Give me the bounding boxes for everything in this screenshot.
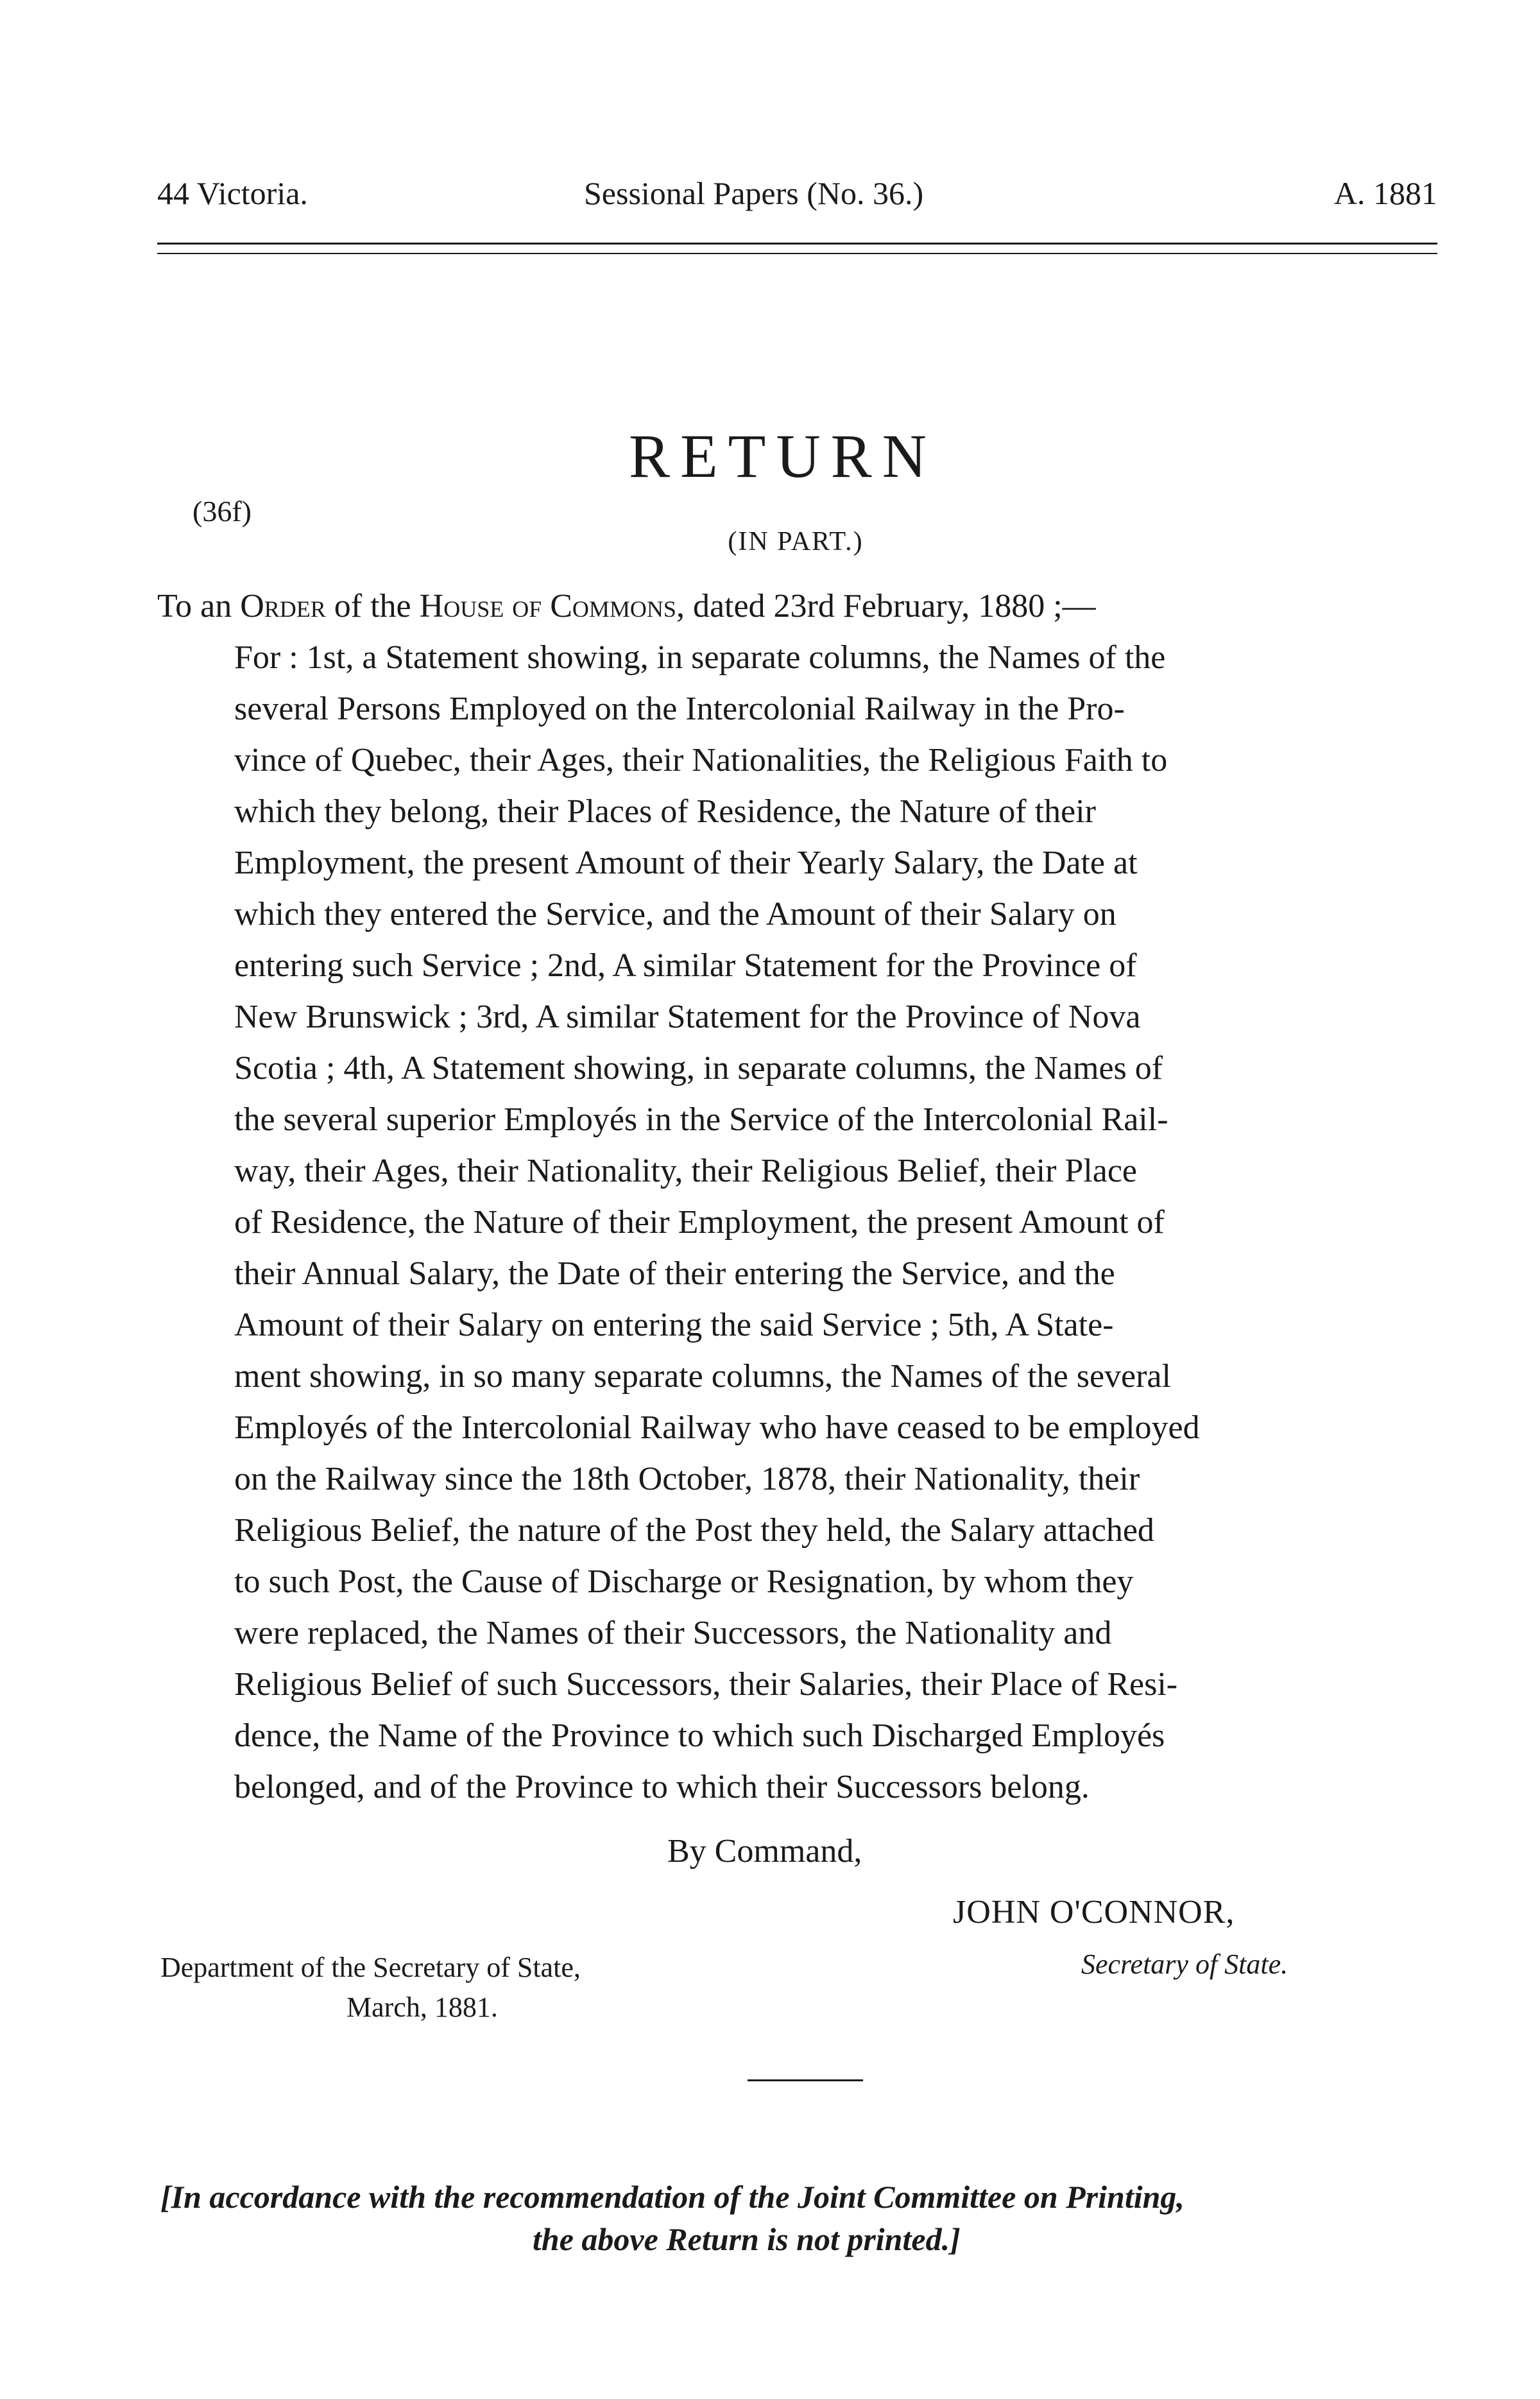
body-line: For : 1st, a Statement showing, in separate columns, the Names of the bbox=[234, 639, 1166, 676]
body-line: ment showing, in so many separate columns, the Names of the several bbox=[234, 1358, 1171, 1395]
body-line: the several superior Employés in the Service of the Intercolonial Rail- bbox=[234, 1101, 1168, 1138]
body-line: Religious Belief of such Successors, their Salaries, their Place of Resi- bbox=[234, 1666, 1178, 1703]
department-block bbox=[160, 1948, 581, 2027]
body-line: New Brunswick ; 3rd, A similar Statement for the Province of Nova bbox=[234, 999, 1141, 1035]
signer-name: JOHN O'CONNOR, bbox=[953, 1894, 1235, 1930]
order-house: House of Commons bbox=[419, 588, 676, 624]
section-divider bbox=[748, 2079, 863, 2081]
department-date: March, 1881. bbox=[346, 1991, 498, 2023]
by-command: By Command, bbox=[667, 1833, 862, 1870]
body-line: Employés of the Intercolonial Railway who have ceased to be employed bbox=[234, 1409, 1200, 1446]
order-of-the: of the bbox=[325, 588, 420, 624]
body-line: dence, the Name of the Province to which such Discharged Employés bbox=[234, 1717, 1165, 1754]
body-line: their Annual Salary, the Date of their entering the Service, and the bbox=[234, 1255, 1115, 1292]
order-prefix: To an bbox=[157, 588, 241, 624]
page-header bbox=[157, 175, 1437, 219]
body-line: Religious Belief, the nature of the Post they held, the Salary attached bbox=[234, 1512, 1154, 1549]
document-subtitle: (IN PART.) bbox=[728, 527, 864, 556]
header-papers: Sessional Papers (No. 36.) bbox=[584, 175, 924, 211]
printing-note-line-2: the above Return is not printed.] bbox=[533, 2221, 961, 2257]
header-year: A. 1881 bbox=[1333, 175, 1437, 211]
body-line: of Residence, the Nature of their Employment, the present Amount of bbox=[234, 1204, 1165, 1241]
signer-title: Secretary of State. bbox=[1081, 1948, 1288, 1980]
body-line: belonged, and of the Province to which their Successors belong. bbox=[234, 1769, 1090, 1805]
department-name: Department of the Secretary of State, bbox=[160, 1952, 581, 1983]
body-line: to such Post, the Cause of Discharge or Resignation, by whom they bbox=[234, 1563, 1134, 1600]
printing-note bbox=[160, 2176, 1444, 2260]
body-line: Amount of their Salary on entering the said Service ; 5th, A State- bbox=[234, 1307, 1114, 1343]
body-line: Employment, the present Amount of their Yearly Salary, the Date at bbox=[234, 845, 1138, 881]
body-line: which they entered the Service, and the Amount of their Salary on bbox=[234, 896, 1116, 933]
body-line: way, their Ages, their Nationality, their Religious Belief, their Place bbox=[234, 1153, 1137, 1189]
order-text bbox=[157, 581, 1450, 1813]
body-line: which they belong, their Places of Residence, the Nature of their bbox=[234, 793, 1096, 830]
body-line: vince of Quebec, their Ages, their Nationalities, the Religious Faith to bbox=[234, 742, 1168, 778]
header-rule-bottom bbox=[157, 253, 1437, 254]
body-line: were replaced, the Names of their Successors, the Nationality and bbox=[234, 1615, 1112, 1651]
order-line bbox=[157, 581, 1450, 632]
header-rule-top bbox=[157, 243, 1437, 245]
body-line: Scotia ; 4th, A Statement showing, in separate columns, the Names of bbox=[234, 1050, 1163, 1087]
header-session: 44 Victoria. bbox=[157, 175, 308, 211]
body-line: on the Railway since the 18th October, 1878, their Nationality, their bbox=[234, 1461, 1140, 1497]
paper-reference: (36f) bbox=[193, 495, 252, 528]
order-suffix: , dated 23rd February, 1880 ;— bbox=[676, 588, 1096, 624]
document-title: RETURN bbox=[629, 422, 937, 490]
body-line: entering such Service ; 2nd, A similar Statement for the Province of bbox=[234, 947, 1137, 984]
order-word: Order bbox=[240, 588, 326, 624]
printing-note-line-1: [In accordance with the recommendation of the Joint Committee on Printing, bbox=[160, 2179, 1185, 2215]
body-line: several Persons Employed on the Intercolonial Railway in the Pro- bbox=[234, 691, 1125, 727]
